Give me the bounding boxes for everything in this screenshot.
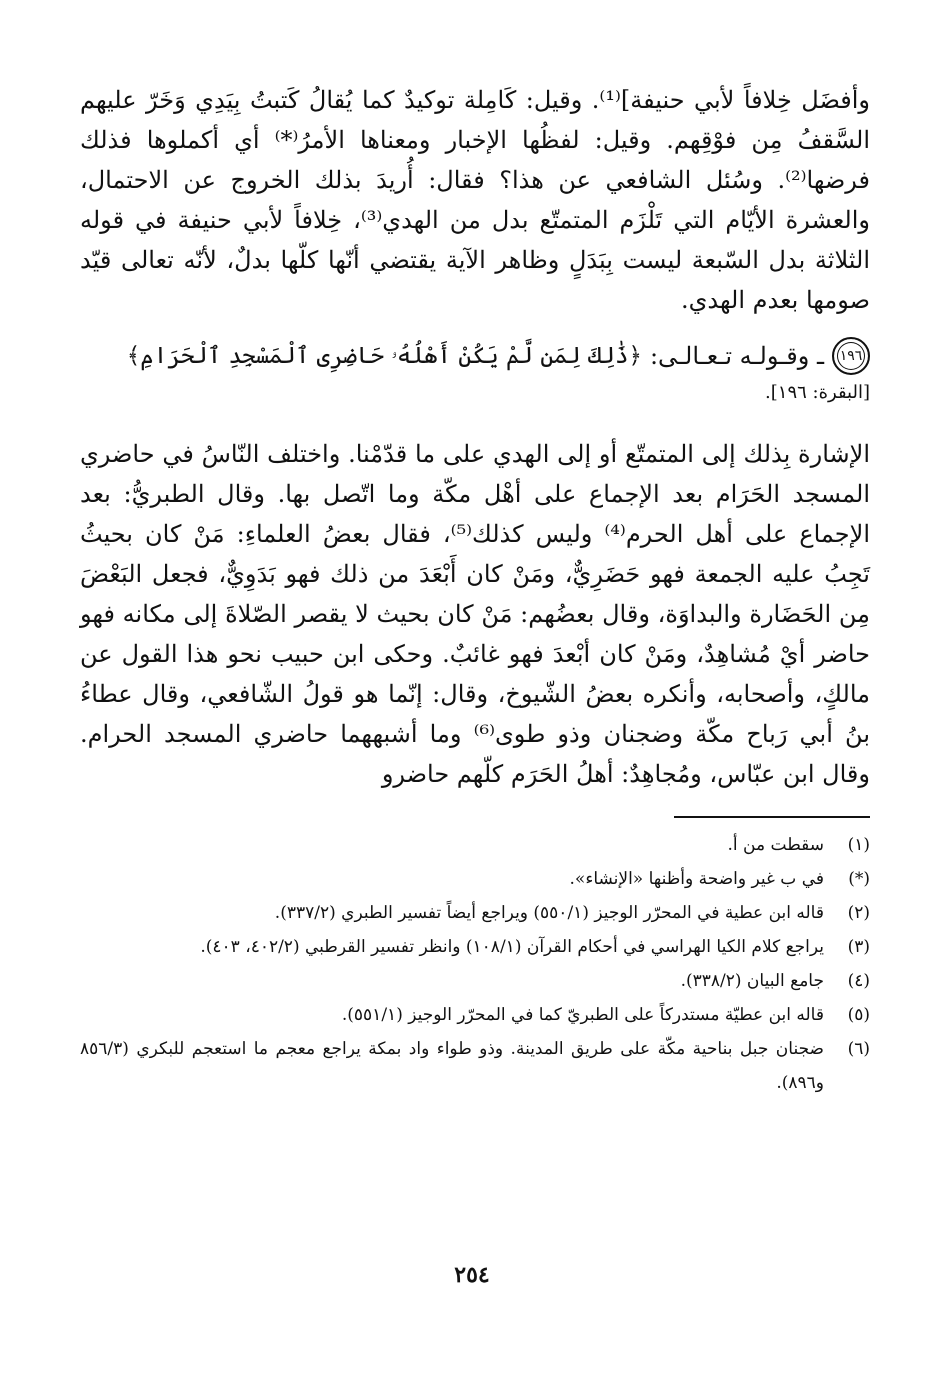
footnote-number: (١) (847, 835, 870, 855)
page-body (80, 80, 870, 1100)
footnote-item (80, 998, 870, 1032)
paragraph-1: وأفضَل خِلافاً لأبي حنيفة]⁽¹⁾. وقيل: كَامِلة توكيدٌ كما يُقالُ كَتبتُ بِيَدِي وَخَرّ عليهم السَّقفُ مِن فوْقِهم. وقيل: لفظُها الإخبار ومعناها الأمرُ⁽*⁾ أي أكملوها فذلك فرضها⁽²⁾. وسُئل الشافعي عن هذا؟ فقال: أُريدَ بذلك الخروج عن الاحتمال، والعشرة الأيّام التي تَلْزَم المتمتّع بدل من الهدي⁽³⁾، خِلافاً لأبي حنيفة في قوله الثلاثة بدل السّبعة ليست بِبَدَلٍ وظاهر الآية يقتضي أنّها كلّها بدلٌ، لأنّه تعالى قيّد صومها بعدم الهدي. (80, 86, 871, 314)
footnote-number: (*) (848, 869, 870, 889)
footnote-text: يراجع كلام الكيا الهراسي في أحكام القرآن (١٠٨/١) وانظر تفسير القرطبي (٤٠٢/٢، ٤٠٣). (200, 937, 824, 957)
footnote-text: قاله ابن عطية في المحرّر الوجيز (٥٥٠/١) ويراجع أيضاً تفسير الطبري (٣٣٧/٢). (274, 903, 824, 923)
footnote-text: ضجنان جبل بناحية مكّة على طريق المدينة. وذو طواء واد بمكة يراجع معجم ما استعجم للبكري (٨٥٦/٣ و٨٩٦). (80, 1039, 824, 1093)
footnote-item (80, 862, 870, 896)
footnote-item (80, 1032, 870, 1100)
footnote-separator (674, 816, 870, 818)
verse-line (80, 336, 870, 376)
page-number: ٢٥٤ (454, 1262, 490, 1288)
ayah-number-badge: ١٩٦ (832, 337, 870, 375)
footnote-number: (٦) (847, 1039, 870, 1059)
verse-intro: ـ وقـولـه تـعـالـى: (649, 342, 824, 370)
footnote-text: جامع البيان (٣٣٨/٢). (680, 971, 824, 991)
verse-reference: [البقرة: ١٩٦]. (765, 382, 870, 403)
footnote-text: قاله ابن عطيّة مستدركاً على الطبريّ كما في المحرّر الوجيز (٥٥١/١). (341, 1005, 824, 1025)
verse-quote: ﴿ذَٰلِكَ لِمَن لَّمْ يَكُنْ أَهْلُهُۥ حَاضِرِى ٱلْمَسْجِدِ ٱلْحَرَامِ﴾ (126, 343, 642, 369)
footnote-text: سقطت من أ. (727, 835, 824, 855)
footnote-text: في ب غير واضحة وأظنها «الإنشاء». (569, 869, 824, 889)
verse-block (80, 336, 870, 408)
footnote-item (80, 828, 870, 862)
footnote-number: (٣) (847, 937, 870, 957)
footnote-number: (٤) (847, 971, 870, 991)
footnote-item (80, 896, 870, 930)
footnote-item (80, 964, 870, 998)
footnotes-list (80, 828, 870, 1100)
footnote-number: (٢) (847, 903, 870, 923)
footnote-item (80, 930, 870, 964)
footnote-number: (٥) (847, 1005, 870, 1025)
paragraph-2: الإشارة بِذلك إلى المتمتّع أو إلى الهدي على ما قدّمْنا. واختلف النّاسُ في حاضري المسجد الحَرَام بعد الإجماع على أهْل مكّة وما اتّصل بها. وقال الطبريُّ: بعد الإجماع على أهل الحرم⁽⁴⁾ وليس كذلك⁽⁵⁾، فقال بعضُ العلماءِ: مَنْ كان بحيثُ تَجِبُ عليه الجمعة فهو حَضَرِيٌّ، ومَنْ كان أَبْعَدَ من ذلك فهو بَدَوِيٌّ، فجعل البَعْضَ مِن الحَضَارة والبداوَة، وقال بعضُهم: مَنْ كان بحيث لا يقصر الصّلاةَ إلى مكانه فهو حاضر أيْ مُشاهِدٌ، ومَنْ كان أبْعدَ فهو غائبٌ. وحكى ابن حبيب نحو هذا القول عن مالكٍ، وأصحابه، وأنكره بعضُ الشّيوخ، وقال: إنّما هو قولُ الشّافعي، وقال عطاءُ بنُ أبي رَباح مكّة وضجنان وذو طوى⁽⁶⁾ وما أشبههما حاضري المسجد الحرام. وقال ابن عبّاس، ومُجاهِدٌ: أهلُ الحَرَم كلّهم حاضرو (80, 440, 871, 788)
